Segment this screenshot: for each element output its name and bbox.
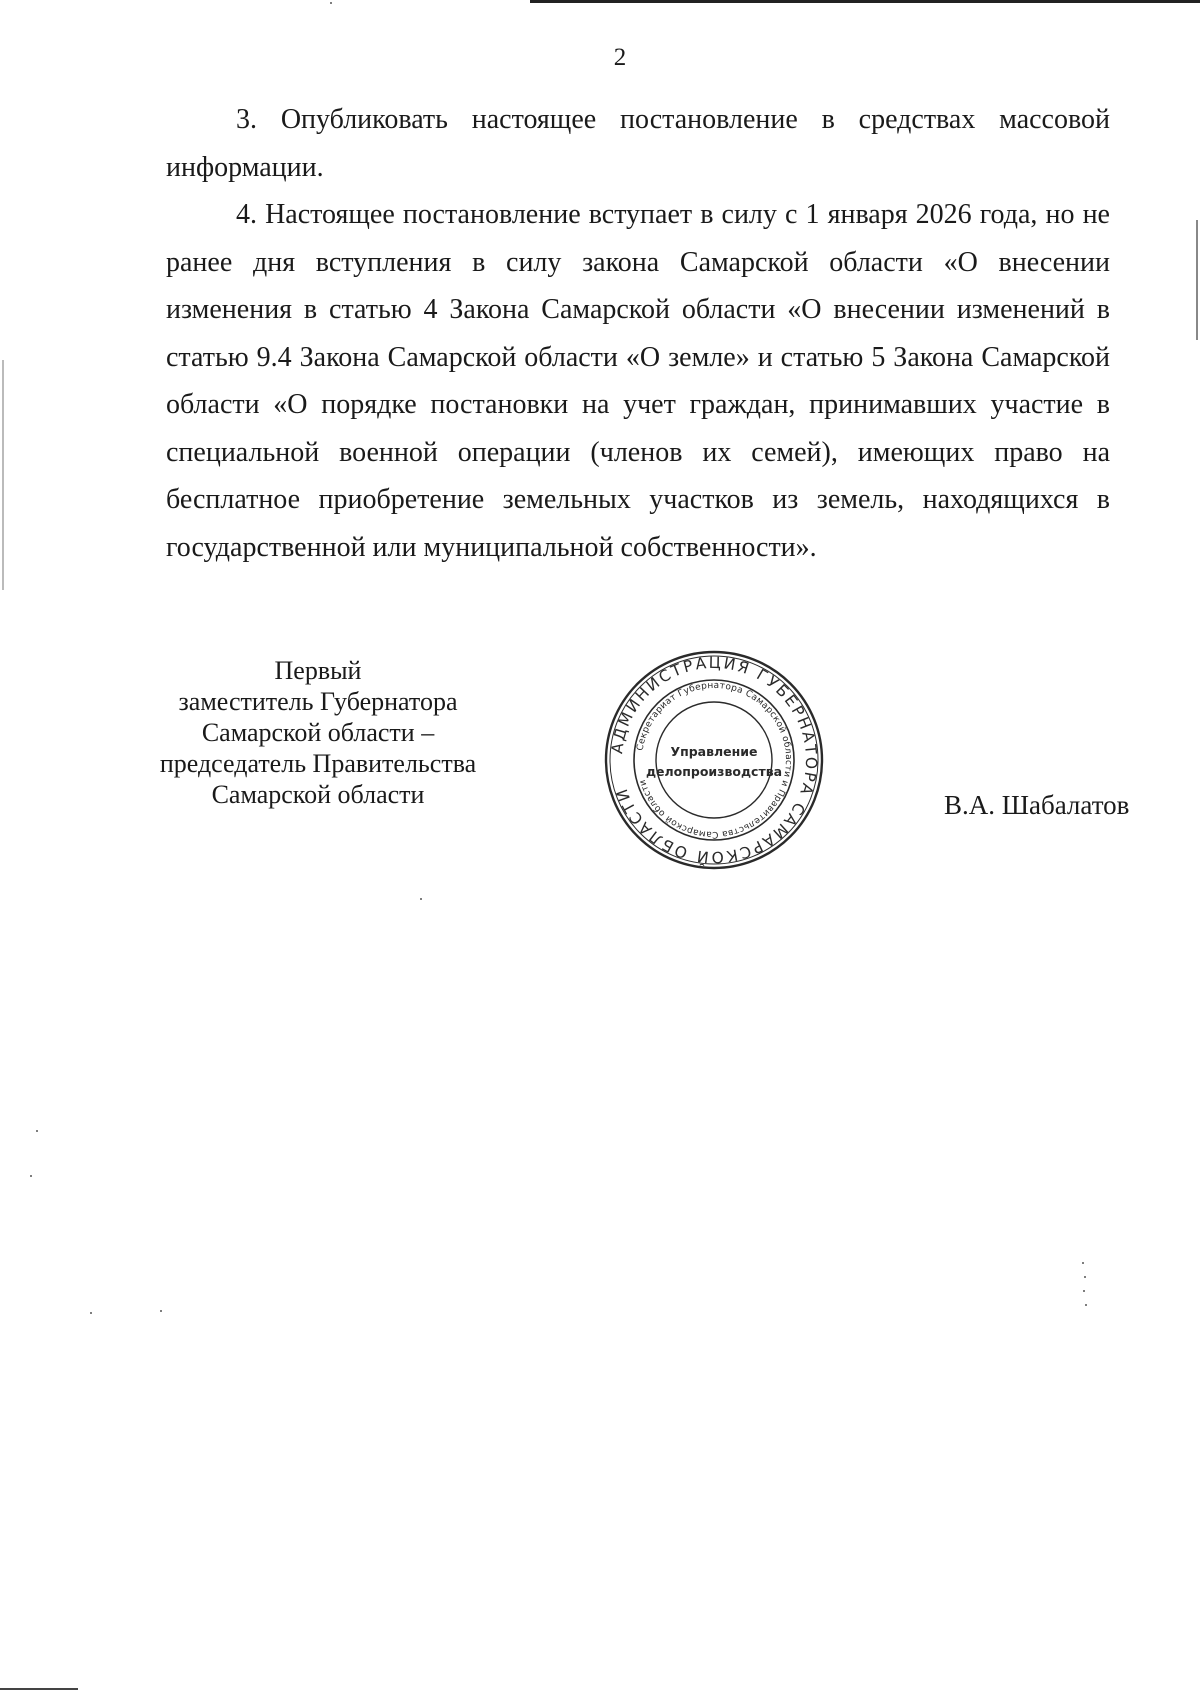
paragraph-4: 4. Настоящее постановление вступает в силу с 1 января 2026 года, но не ранее дня вступления в силу закона Самарской области «О внесении изменения в статью 4 Закона Самарской области «О внесении изменений в статью 9.4 Закона Самарской области «О земле» и статью 5 Закона Самарской области «О порядке постановки на учет граждан, принимавших участие в специальной военной операции (членов их семей), имеющих право на бесплатное приобретение земельных участков из земель, находящихся в государственной или муниципальной собственности». xyxy=(166,199,1110,563)
scan-speck xyxy=(160,1310,162,1312)
signatory-title-line: Самарской области xyxy=(211,780,425,809)
scan-edge-mark xyxy=(2,360,4,590)
signatory-title-line: Первый xyxy=(274,656,362,685)
signatory-name: В.А. Шабалатов xyxy=(944,790,1130,820)
document-body xyxy=(166,96,1110,571)
seal-inner-ring xyxy=(656,702,772,818)
scan-speck xyxy=(1083,1290,1085,1292)
seal-center-line-2: делопроизводства xyxy=(645,764,783,779)
signatory-title-line: Самарской области – xyxy=(201,718,435,747)
seal-center-line-1: Управление xyxy=(670,744,758,759)
signatory-title-line: заместитель Губернатора xyxy=(178,687,458,716)
scan-speck xyxy=(36,1130,38,1132)
page-number: 2 xyxy=(613,44,627,71)
scan-speck xyxy=(420,898,422,900)
paragraph-3: 3. Опубликовать настоящее постановление в средствах массовой информации. xyxy=(166,104,1110,183)
seal-middle-ring xyxy=(634,680,794,840)
scan-edge-mark xyxy=(1196,220,1198,340)
scan-speck xyxy=(1085,1304,1087,1306)
seal-outer-text: АДМИНИСТРАЦИЯ ГУБЕРНАТОРА САМАРСКОЙ ОБЛАСТИ xyxy=(608,653,821,867)
top-edge-rule xyxy=(530,0,1200,3)
signatory-title-line: председатель Правительства xyxy=(159,749,477,778)
bottom-edge-rule xyxy=(0,1688,78,1690)
scan-speck xyxy=(30,1175,32,1177)
official-seal-stamp xyxy=(602,648,826,872)
scan-speck xyxy=(1082,1262,1084,1264)
seal-inner-text: Секретариат Губернатора Самарской области и Правительства Самарской области xyxy=(635,680,794,840)
scan-speck xyxy=(90,1312,92,1314)
signatory-title xyxy=(118,655,518,810)
scan-speck xyxy=(330,2,332,4)
scan-speck xyxy=(1084,1276,1086,1278)
